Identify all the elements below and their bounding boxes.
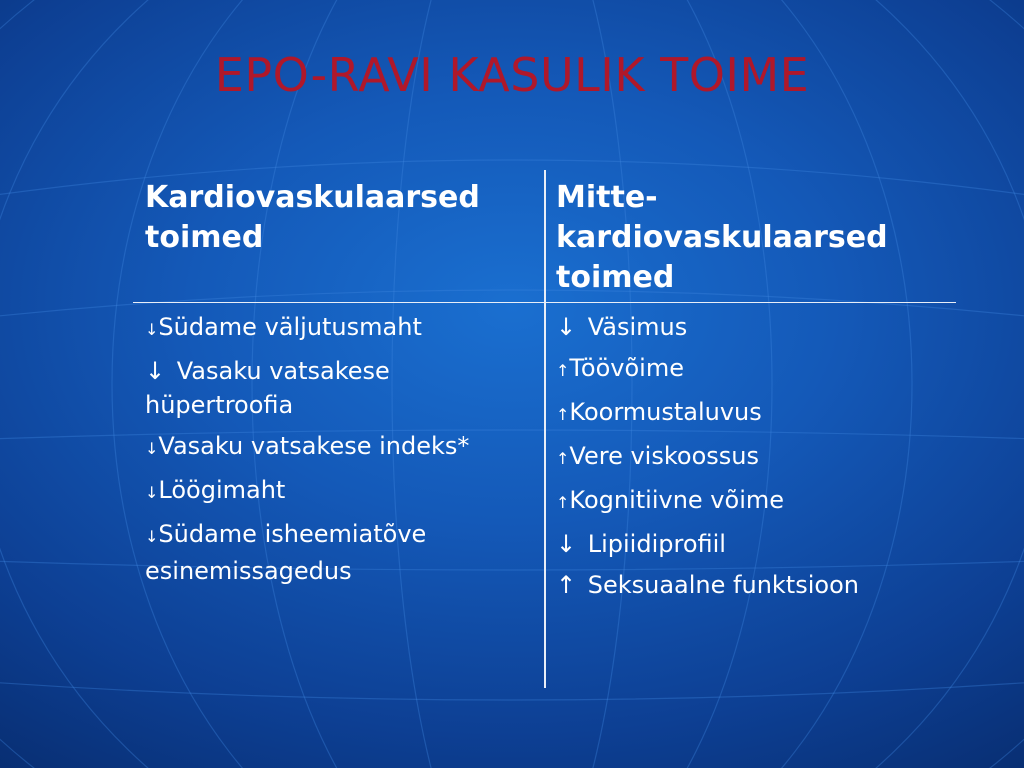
non-cardiovascular-item	[556, 395, 951, 432]
non-cardiovascular-item-text: Väsimus	[580, 313, 688, 341]
cardiovascular-item	[145, 429, 535, 466]
non-cardiovascular-item	[556, 351, 951, 388]
cardiovascular-item	[145, 354, 535, 422]
arrow-down-icon: ↓	[145, 320, 159, 339]
cardiovascular-column	[145, 170, 535, 585]
non-cardiovascular-item	[556, 310, 951, 344]
non-cardiovascular-header: Mitte- kardiovaskulaarsed toimed	[556, 180, 888, 295]
cardiovascular-item-text: Vasaku vatsakese indeks*	[158, 432, 470, 460]
arrow-down-icon: ↓	[556, 530, 577, 558]
header-divider	[133, 302, 956, 303]
cardiovascular-item	[145, 517, 535, 588]
non-cardiovascular-item	[556, 527, 951, 561]
column-divider	[544, 170, 546, 688]
non-cardiovascular-item-text: Kognitiivne võime	[569, 486, 784, 514]
arrow-up-icon: ↑	[556, 405, 570, 424]
non-cardiovascular-column	[556, 170, 951, 599]
arrow-down-icon: ↓	[145, 483, 159, 502]
arrow-down-icon: ↓	[145, 439, 159, 458]
cardiovascular-item-text: Südame isheemiatõve esinemissagedus	[145, 520, 427, 585]
cardiovascular-item-text: Vasaku vatsakese hüpertroofia	[145, 357, 390, 419]
cardiovascular-item-text: Löögimaht	[158, 476, 286, 504]
slide-title: EPO-RAVI KASULIK TOIME	[214, 48, 810, 102]
arrow-up-icon: ↑	[556, 449, 570, 468]
arrow-down-icon: ↓	[556, 313, 577, 341]
non-cardiovascular-item	[556, 568, 951, 602]
arrow-down-icon: ↓	[145, 527, 159, 546]
arrow-down-icon: ↓	[145, 357, 166, 385]
cardiovascular-item-text: Südame väljutusmaht	[158, 313, 422, 341]
non-cardiovascular-item-text: Töövõime	[569, 354, 684, 382]
non-cardiovascular-list	[556, 310, 951, 609]
non-cardiovascular-item-text: Vere viskoossus	[569, 442, 759, 470]
non-cardiovascular-item	[556, 439, 951, 476]
cardiovascular-item	[145, 473, 535, 510]
non-cardiovascular-item-text: Lipiidiprofiil	[580, 530, 726, 558]
effects-table	[133, 170, 956, 688]
arrow-up-icon: ↑	[556, 493, 570, 512]
arrow-up-icon: ↑	[556, 361, 570, 380]
arrow-up-icon: ↑	[556, 571, 577, 599]
non-cardiovascular-item	[556, 483, 951, 520]
non-cardiovascular-item-text: Seksuaalne funktsioon	[580, 571, 859, 599]
cardiovascular-header: Kardiovaskulaarsed toimed	[145, 180, 480, 255]
non-cardiovascular-item-text: Koormustaluvus	[569, 398, 762, 426]
cardiovascular-item	[145, 310, 535, 347]
cardiovascular-list	[145, 310, 535, 595]
